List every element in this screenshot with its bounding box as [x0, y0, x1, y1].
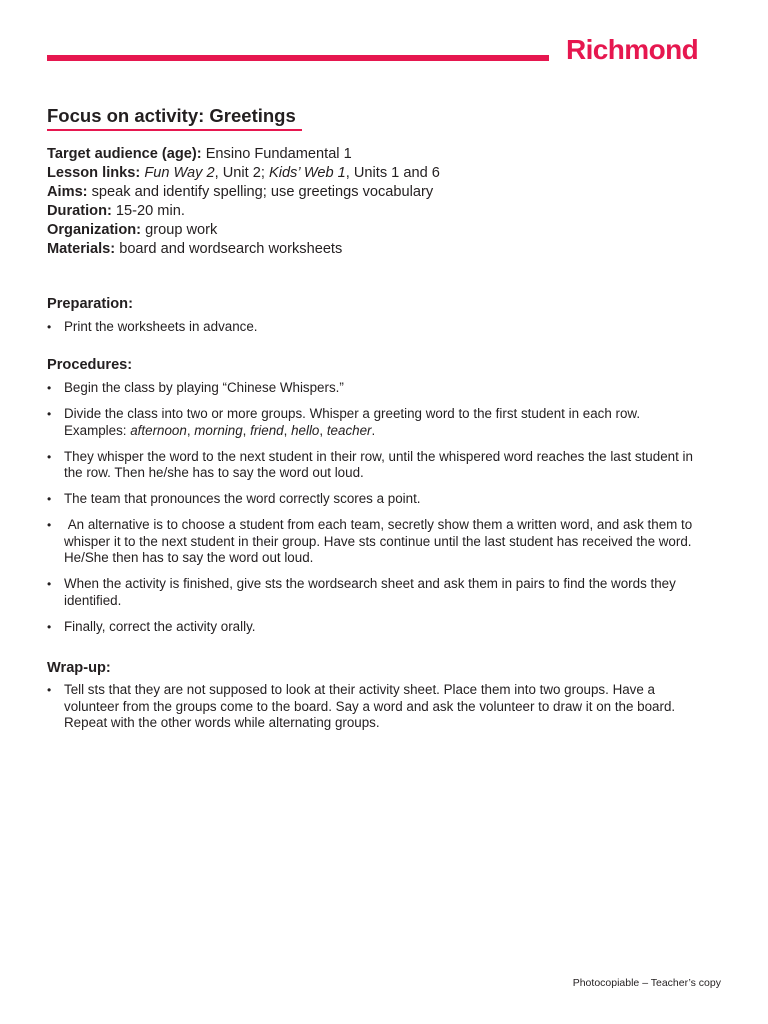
bullet-icon: • [47, 518, 52, 532]
preparation-list [47, 319, 707, 345]
list-item-text: Print the worksheets in advance. [64, 319, 258, 334]
meta-materials [47, 240, 727, 259]
title-underline [47, 104, 302, 131]
list-item-text: Divide the class into two or more groups. Whisper a greeting word to the first student in each row. [64, 406, 641, 421]
list-item [47, 449, 707, 482]
meta-links-book2: Kids’ Web 1 [268, 165, 346, 181]
bullet-icon: • [47, 683, 52, 697]
wrapup-list [47, 682, 707, 741]
list-item-text: They whisper the word to the next student in their row, until the whispered word reaches the last student in the row. Then he/she has to say the word out loud. [64, 448, 693, 480]
meta-links-mid: , Unit 2; [214, 165, 269, 181]
meta-target-label: Target audience (age): [47, 146, 202, 162]
list-item-text: Finally, correct the activity orally. [64, 618, 256, 634]
list-item [47, 380, 707, 397]
meta-organization-value: group work [145, 222, 218, 238]
list-item-text: The team that pronounces the word correctly scores a point. [64, 491, 421, 506]
procedures-heading: Procedures: [47, 357, 133, 373]
example-word: teacher [326, 422, 372, 438]
wrapup-heading: Wrap-up: [47, 660, 111, 676]
meta-organization-label: Organization: [47, 222, 142, 238]
example-word: morning [194, 422, 243, 438]
bullet-icon: • [47, 492, 52, 506]
bullet-icon: • [47, 619, 52, 634]
meta-materials-label: Materials: [47, 241, 116, 257]
brand-logo: Richmond [566, 34, 699, 65]
meta-aims-label: Aims: [47, 184, 88, 200]
examples-prefix: Examples: [64, 422, 131, 438]
list-item [47, 619, 707, 636]
list-item-text: Begin the class by playing “Chinese Whispers.” [64, 380, 344, 395]
list-item-text: When the activity is finished, give sts the wordsearch sheet and ask them in pairs to find the words they identified. [64, 576, 676, 608]
preparation-heading: Preparation: [47, 296, 133, 312]
list-item [47, 319, 707, 336]
example-word: friend [250, 422, 284, 438]
meta-links-book1: Fun Way 2 [144, 165, 215, 181]
example-word: afternoon [130, 422, 187, 438]
meta-links-label: Lesson links: [47, 165, 141, 181]
meta-aims [47, 183, 727, 202]
procedures-list [47, 380, 707, 645]
footer-note: Photocopiable – Teacher’s copy [572, 977, 721, 989]
activity-meta [47, 145, 727, 259]
header-rule [47, 55, 549, 61]
meta-target [47, 145, 727, 164]
bullet-icon: • [47, 381, 52, 395]
page-title: Focus on activity: Greetings [47, 105, 296, 126]
list-item: • Divide the class into two or more groups. Whisper a greeting word to the first student in each row. Examples: afternoon, morning, friend, hello, teacher. [47, 406, 641, 438]
meta-target-value: Ensino Fundamental 1 [205, 146, 352, 162]
bullet-icon: • [47, 449, 52, 464]
list-item [47, 576, 707, 609]
meta-organization [47, 221, 727, 240]
list-item [47, 517, 707, 567]
list-item-text: Tell sts that they are not supposed to look at their activity sheet. Place them into two groups. Have a volunteer from the groups come to the board. Say a word and ask the volunteer to draw it on the board. Repeat with the other words while alternating groups. [64, 682, 676, 730]
meta-links [47, 164, 727, 183]
meta-duration [47, 202, 727, 221]
meta-materials-value: board and wordsearch worksheets [119, 241, 343, 257]
meta-aims-value: speak and identify spelling; use greetings vocabulary [91, 184, 434, 200]
meta-duration-value: 15-20 min. [115, 203, 185, 219]
bullet-icon: • [47, 407, 52, 421]
list-item-text: An alternative is to choose a student from each team, secretly show them a written word, and ask them to whisper it to the next student in their group. Have sts continue until the last student has received the word. He/She then has to say the word out loud. [64, 517, 696, 565]
bullet-icon: • [47, 320, 52, 334]
bullet-icon: • [47, 577, 52, 591]
meta-links-tail: , Units 1 and 6 [345, 165, 440, 181]
meta-duration-label: Duration: [47, 203, 112, 219]
list-item [47, 491, 707, 508]
example-word: hello [291, 422, 320, 438]
list-item [47, 682, 707, 732]
